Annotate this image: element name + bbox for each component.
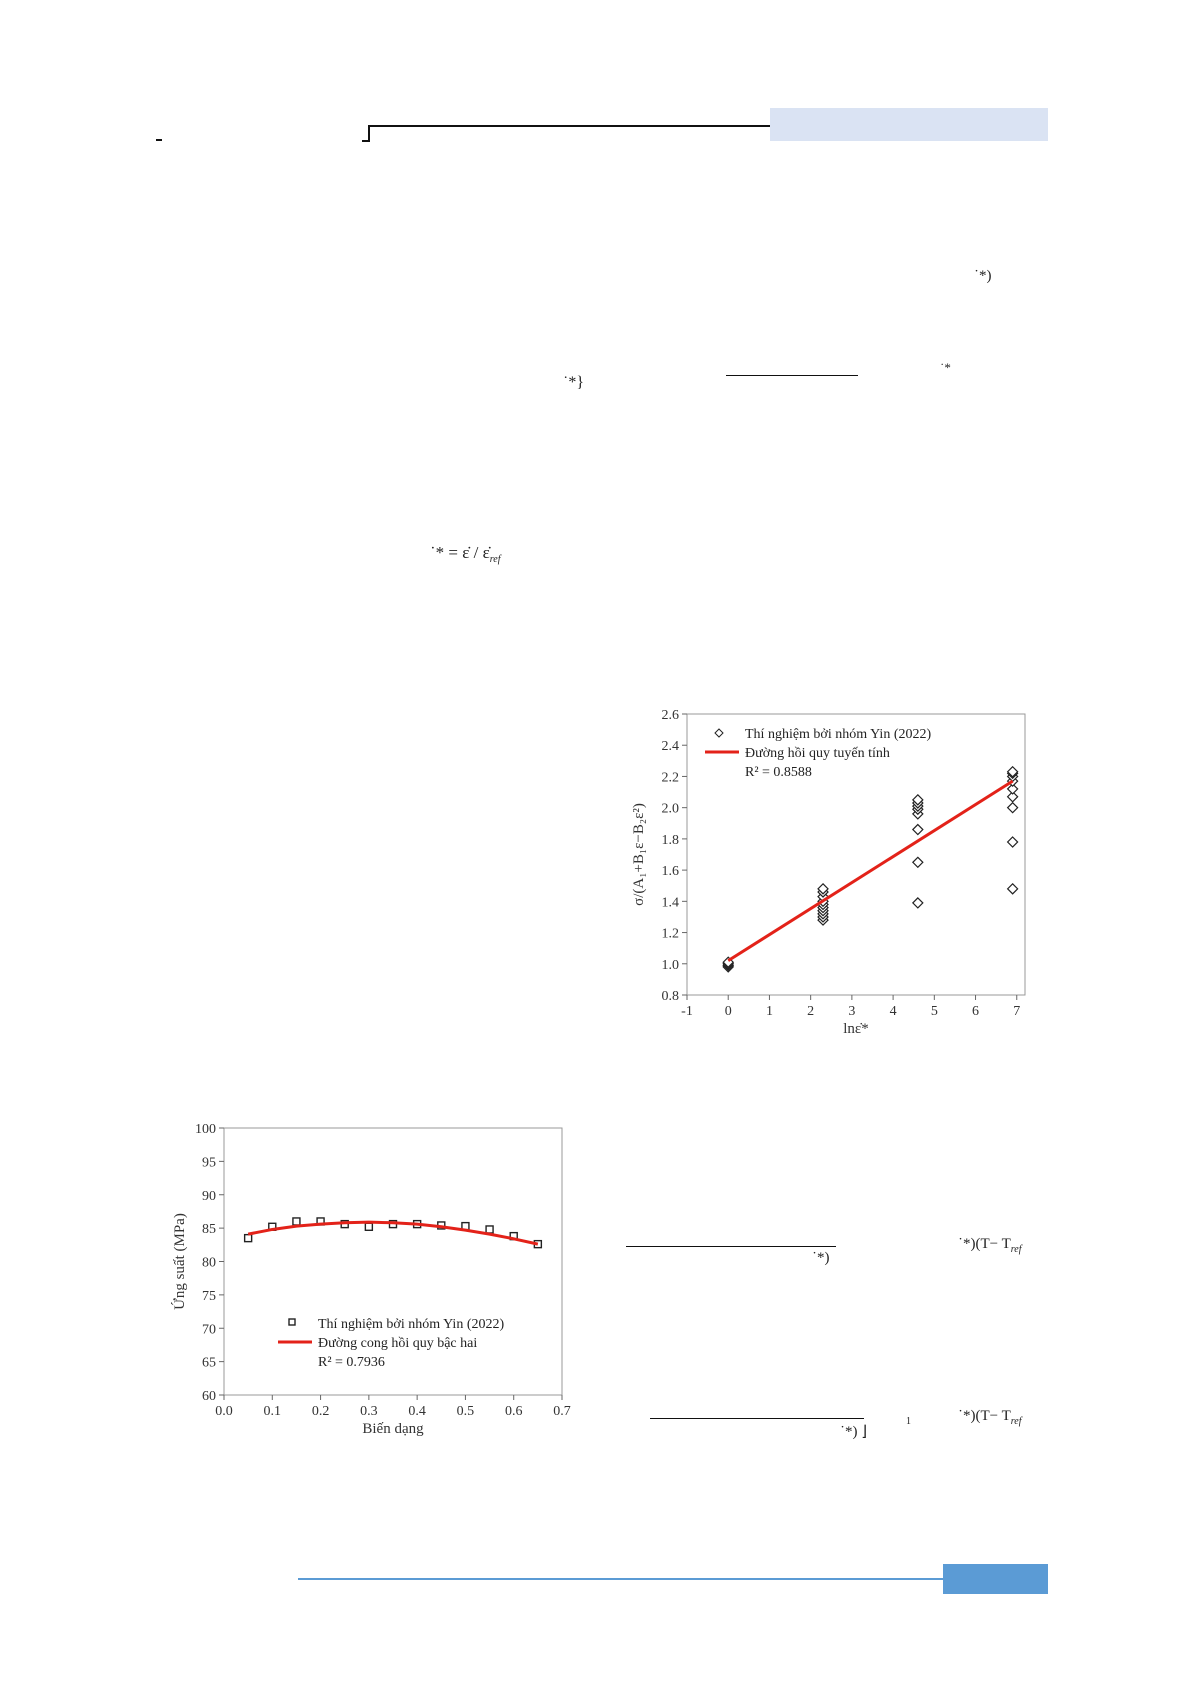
- equation-4-right-sub: ref: [1010, 1244, 1022, 1255]
- x-tick-label: 0.4: [408, 1404, 426, 1419]
- data-point: [913, 898, 923, 908]
- y-tick-label: 0.8: [661, 989, 679, 1004]
- x-axis-label: lnε̇*: [843, 1021, 869, 1037]
- y-tick-label: 2.4: [661, 739, 679, 755]
- x-tick-label: 5: [930, 1004, 938, 1019]
- x-tick-label: 3: [848, 1004, 856, 1019]
- header-rule: [368, 125, 770, 127]
- y-tick-label: 2.6: [661, 708, 679, 723]
- x-tick-label: 0.6: [504, 1404, 523, 1419]
- equation-fragment-3: ˙*: [940, 360, 951, 375]
- legend-marker-points: [715, 729, 723, 737]
- equation-fraction-bar-1: [726, 375, 858, 376]
- legend-r-squared: R² = 0.8588: [745, 765, 812, 780]
- strain-rate-definition: [430, 543, 501, 565]
- footer-rule: [298, 1578, 944, 1580]
- x-tick-label: 0.0: [215, 1404, 233, 1419]
- y-tick-label: 90: [202, 1188, 216, 1204]
- data-point: [1008, 803, 1018, 813]
- x-tick-label: 2: [807, 1004, 815, 1019]
- y-tick-label: 1.4: [661, 895, 679, 911]
- equation-5-denominator: ˙*) ⌋: [840, 1424, 868, 1440]
- chart-ln-strain-rate: [625, 700, 1045, 1040]
- x-tick-label: 4: [889, 1004, 897, 1019]
- data-point: [1008, 837, 1018, 847]
- y-axis-label: σ/(A₁+B₁ε−B₂ε²): [631, 803, 647, 906]
- y-tick-label: 80: [202, 1255, 216, 1271]
- equation-fraction-bar-3: [650, 1418, 864, 1419]
- equation-fragment-2: ˙*}: [563, 374, 585, 391]
- legend-label-line: Đường cong hồi quy bậc hai: [318, 1336, 478, 1351]
- plot-frame: [224, 1128, 562, 1395]
- regression-line: [728, 781, 1012, 961]
- y-tick-label: 65: [202, 1355, 216, 1371]
- y-tick-label: 1.8: [661, 832, 679, 848]
- equation-5-right: [958, 1408, 1022, 1427]
- x-tick-label: 0.1: [263, 1404, 282, 1419]
- y-tick-label: 60: [202, 1389, 216, 1404]
- equation-fragment-1: ˙*): [974, 268, 992, 284]
- legend-label-points: Thí nghiệm bởi nhóm Yin (2022): [318, 1317, 505, 1332]
- x-tick-label: 0.7: [553, 1404, 571, 1419]
- equation-5-middle: 1: [906, 1416, 911, 1427]
- y-tick-label: 100: [195, 1122, 216, 1137]
- data-point: [365, 1223, 372, 1230]
- y-tick-label: 2.2: [661, 770, 679, 786]
- legend-r-squared: R² = 0.7936: [318, 1355, 385, 1370]
- chart-stress-strain: [170, 1112, 580, 1452]
- y-tick-label: 1.2: [661, 926, 679, 942]
- x-tick-label: 0.5: [456, 1404, 475, 1419]
- y-axis-label: Ứng suất (MPa): [172, 1213, 188, 1310]
- header-accent-block: [770, 108, 1048, 141]
- data-point: [486, 1226, 493, 1233]
- x-tick-label: 0: [724, 1004, 732, 1019]
- equation-5-right-sub: ref: [1010, 1416, 1022, 1427]
- header-tick: [156, 139, 162, 141]
- data-point: [913, 857, 923, 867]
- y-tick-label: 70: [202, 1322, 216, 1338]
- data-point: [245, 1235, 252, 1242]
- legend-label-points: Thí nghiệm bởi nhóm Yin (2022): [745, 727, 932, 742]
- x-tick-label: 0.2: [311, 1404, 330, 1419]
- y-tick-label: 1.6: [661, 864, 679, 880]
- legend-label-line: Đường hồi quy tuyến tính: [745, 746, 890, 761]
- data-point: [913, 825, 923, 835]
- strain-rate-definition-sub: ref: [489, 554, 501, 565]
- x-tick-label: 6: [972, 1004, 980, 1019]
- y-tick-label: 2.0: [661, 801, 679, 817]
- x-tick-label: 7: [1013, 1004, 1021, 1019]
- header-step-foot: [362, 140, 370, 142]
- legend-marker-points: [289, 1319, 295, 1325]
- footer-page-block: [943, 1564, 1048, 1594]
- equation-4-denominator: ˙*): [812, 1250, 830, 1266]
- x-tick-label: 1: [765, 1004, 773, 1019]
- equation-5-right-main: ˙*)(T− T: [958, 1408, 1011, 1424]
- strain-rate-definition-main: ˙* = ε̇ / ε̇: [430, 543, 490, 562]
- chart-stress-strain-svg: [170, 1112, 580, 1452]
- equation-4-right-main: ˙*)(T− T: [958, 1236, 1011, 1252]
- x-tick-label: -1: [681, 1004, 693, 1019]
- y-tick-label: 1.0: [661, 957, 679, 973]
- x-tick-label: 0.3: [360, 1404, 378, 1419]
- chart-ln-strain-rate-svg: [625, 700, 1045, 1040]
- y-tick-label: 95: [202, 1155, 216, 1171]
- data-point: [1008, 884, 1018, 894]
- data-point: [293, 1218, 300, 1225]
- equation-fraction-bar-2: [626, 1246, 836, 1247]
- y-tick-label: 75: [202, 1288, 216, 1304]
- x-axis-label: Biến dạng: [362, 1421, 424, 1437]
- equation-4-right: [958, 1236, 1022, 1255]
- y-tick-label: 85: [202, 1222, 216, 1238]
